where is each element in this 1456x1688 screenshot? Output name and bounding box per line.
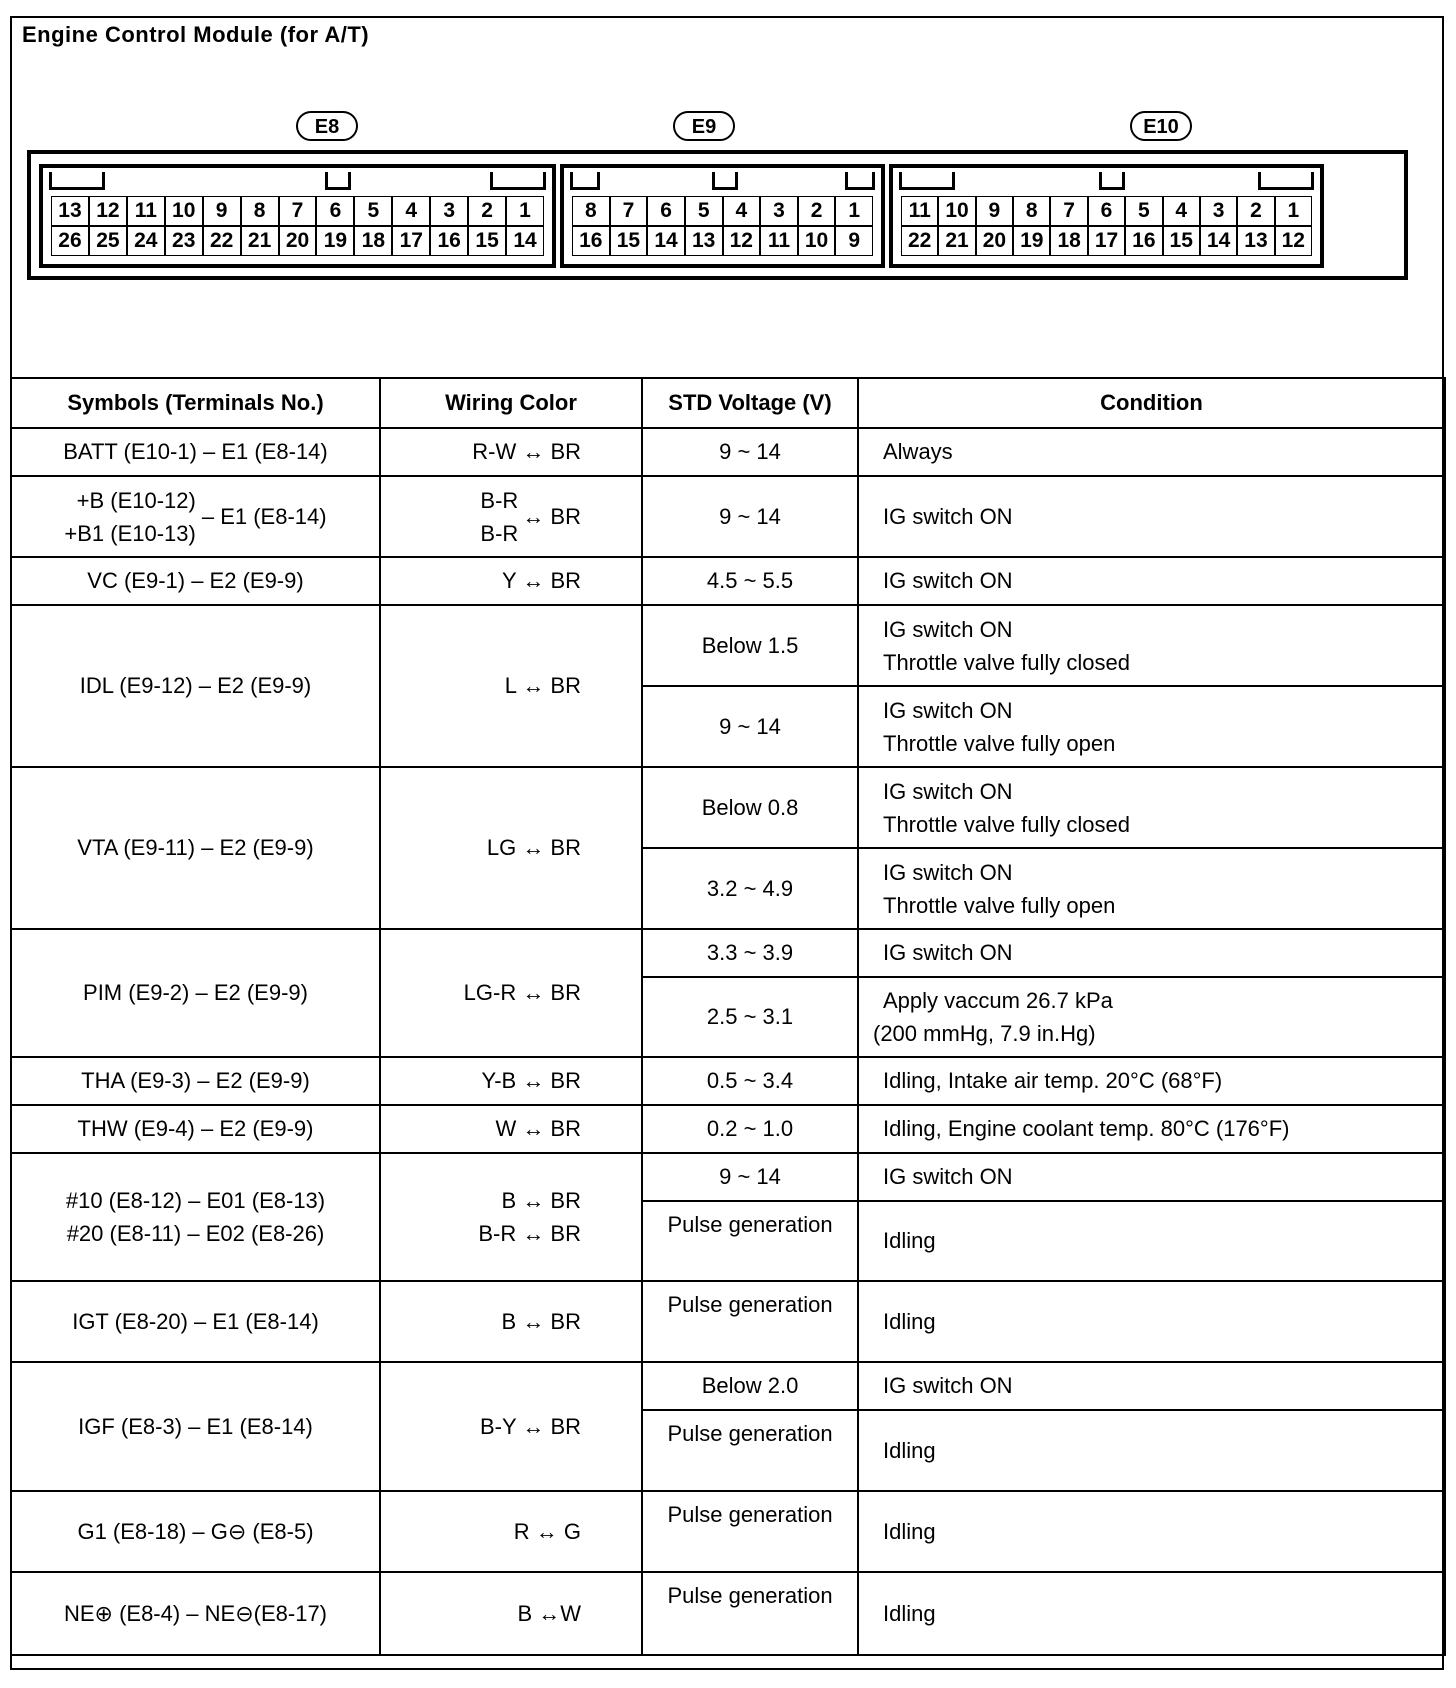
connector-pin: 24 (127, 226, 165, 256)
condition-cell: Idling (858, 1572, 1445, 1655)
connector-e10 (889, 164, 1324, 268)
condition-cell: IG switch ON (858, 1362, 1445, 1410)
condition-cell (858, 848, 1445, 929)
symbol-cell: VC (E9-1) – E2 (E9-9) (11, 557, 380, 605)
color-line: B-R (480, 520, 519, 546)
voltage-cell: 9 ~ 14 (642, 686, 858, 767)
table-header-row (11, 378, 1445, 428)
symbol-cell (11, 1153, 380, 1281)
condition-cell: Idling (858, 1201, 1445, 1281)
voltage-cell: 0.5 ~ 3.4 (642, 1057, 858, 1105)
table-row (11, 1057, 1445, 1105)
color-line: B-R (480, 487, 519, 513)
latch-shape (1099, 172, 1125, 190)
wiring-color-cell: R-W ↔ BR (380, 428, 642, 476)
connector-pin: 3 (1200, 196, 1237, 226)
connector-pin: 17 (1088, 226, 1125, 256)
table-row (11, 1153, 1445, 1201)
color-line: B-R ↔ BR (478, 1221, 581, 1246)
voltage-cell: 3.2 ~ 4.9 (642, 848, 858, 929)
voltage-cell: 0.2 ~ 1.0 (642, 1105, 858, 1153)
connector-pin: 11 (127, 196, 165, 226)
connector-pin: 3 (760, 196, 798, 226)
connector-pin: 12 (1275, 226, 1312, 256)
voltage-cell: Below 2.0 (642, 1362, 858, 1410)
symbol-line: +B1 (E10-13) (64, 520, 196, 546)
condition-cell: IG switch ON (858, 476, 1445, 557)
connector-pin: 15 (468, 226, 506, 256)
voltage-cell: Pulse generation (642, 1491, 858, 1572)
header-wiring-color: Wiring Color (380, 378, 642, 428)
connector-pin: 13 (685, 226, 723, 256)
connector-pin: 10 (165, 196, 203, 226)
connector-pin: 1 (506, 196, 544, 226)
connector-e8 (39, 164, 556, 268)
connector-pin: 22 (901, 226, 938, 256)
connector-pin: 16 (430, 226, 468, 256)
connector-pin: 4 (723, 196, 761, 226)
table-row (11, 1105, 1445, 1153)
connector-pin: 7 (610, 196, 648, 226)
connector-pin: 17 (392, 226, 430, 256)
connector-pin: 10 (938, 196, 975, 226)
condition-cell: IG switch ON (858, 1153, 1445, 1201)
condition-line: IG switch ON (883, 697, 1013, 723)
connector-pin: 14 (1200, 226, 1237, 256)
connector-pin: 6 (316, 196, 354, 226)
wiring-color-cell: B ↔ BR (380, 1281, 642, 1362)
connector-pin: 14 (506, 226, 544, 256)
symbol-cell: IDL (E9-12) – E2 (E9-9) (11, 605, 380, 767)
connector-label-e8: E8 (296, 111, 358, 141)
condition-cell (858, 605, 1445, 686)
latch-shape (490, 172, 546, 190)
color-line: ↔ BR (522, 503, 581, 529)
table-row (11, 605, 1445, 686)
connector-pin: 14 (647, 226, 685, 256)
condition-line: (200 mmHg, 7.9 in.Hg) (873, 1021, 1096, 1046)
table-row (11, 1572, 1445, 1655)
header-std-voltage: STD Voltage (V) (642, 378, 858, 428)
voltage-cell: 9 ~ 14 (642, 428, 858, 476)
connector-pin: 19 (316, 226, 354, 256)
terminal-voltage-table (10, 377, 1446, 1656)
connector-pin: 25 (89, 226, 127, 256)
voltage-cell: 9 ~ 14 (642, 476, 858, 557)
connector-pin: 4 (392, 196, 430, 226)
connector-pin: 15 (610, 226, 648, 256)
wiring-color-cell (380, 1153, 642, 1281)
symbol-line: #20 (E8-11) – E02 (E8-26) (66, 1221, 325, 1246)
latch-shape (899, 172, 955, 190)
latch-shape (49, 172, 105, 190)
connector-pin: 16 (572, 226, 610, 256)
connector-pin: 9 (835, 226, 873, 256)
connector-pin: 2 (1237, 196, 1274, 226)
table-row (11, 929, 1445, 977)
symbol-cell: THW (E9-4) – E2 (E9-9) (11, 1105, 380, 1153)
condition-cell (858, 767, 1445, 848)
condition-cell: Always (858, 428, 1445, 476)
connector-pin: 11 (901, 196, 938, 226)
connector-pin: 2 (798, 196, 836, 226)
symbol-cell: VTA (E9-11) – E2 (E9-9) (11, 767, 380, 929)
latch-shape (845, 172, 875, 190)
connector-pin: 8 (572, 196, 610, 226)
connector-pin: 21 (241, 226, 279, 256)
connector-pin: 5 (354, 196, 392, 226)
table-row (11, 1281, 1445, 1362)
wiring-color-cell: R ↔ G (380, 1491, 642, 1572)
condition-line: Throttle valve fully closed (883, 811, 1130, 837)
color-line: B ↔ BR (501, 1188, 581, 1213)
voltage-cell: Below 1.5 (642, 605, 858, 686)
condition-cell (858, 977, 1445, 1057)
voltage-cell: 3.3 ~ 3.9 (642, 929, 858, 977)
connector-pin: 9 (203, 196, 241, 226)
condition-line: Throttle valve fully open (883, 730, 1116, 756)
latch-shape (712, 172, 738, 190)
table-row (11, 428, 1445, 476)
condition-line: Throttle valve fully closed (883, 649, 1130, 675)
voltage-cell: Pulse generation (642, 1410, 858, 1491)
connector-pin: 10 (798, 226, 836, 256)
header-condition: Condition (858, 378, 1445, 428)
condition-cell: Idling (858, 1410, 1445, 1491)
symbol-line: +B (E10-12) (76, 487, 196, 513)
symbol-cell: G1 (E8-18) – G⊖ (E8-5) (11, 1491, 380, 1572)
connector-pin: 13 (1237, 226, 1274, 256)
table-row (11, 1362, 1445, 1410)
connector-label-e10: E10 (1130, 111, 1192, 141)
wiring-color-cell: LG ↔ BR (380, 767, 642, 929)
connector-pin: 21 (938, 226, 975, 256)
connector-pin: 12 (723, 226, 761, 256)
condition-cell: IG switch ON (858, 557, 1445, 605)
condition-cell: Idling, Intake air temp. 20°C (68°F) (858, 1057, 1445, 1105)
connector-pin: 19 (1013, 226, 1050, 256)
wiring-color-cell: L ↔ BR (380, 605, 642, 767)
header-symbols: Symbols (Terminals No.) (11, 378, 380, 428)
voltage-cell: Below 0.8 (642, 767, 858, 848)
symbol-cell: NE⊕ (E8-4) – NE⊖(E8-17) (11, 1572, 380, 1655)
condition-line: Throttle valve fully open (883, 892, 1116, 918)
symbol-line: #10 (E8-12) – E01 (E8-13) (65, 1188, 326, 1213)
connector-pin: 8 (1013, 196, 1050, 226)
connector-pin: 18 (354, 226, 392, 256)
wiring-color-cell: Y-B ↔ BR (380, 1057, 642, 1105)
table-row (11, 767, 1445, 848)
wiring-color-cell: LG-R ↔ BR (380, 929, 642, 1057)
voltage-cell: Pulse generation (642, 1572, 858, 1655)
wiring-color-cell: B ↔W (380, 1572, 642, 1655)
connector-pin: 15 (1163, 226, 1200, 256)
pin-grid-e8 (51, 196, 544, 256)
condition-line: Apply vaccum 26.7 kPa (883, 988, 1113, 1013)
condition-line: IG switch ON (883, 616, 1013, 642)
document-page (10, 16, 1444, 1670)
symbol-line: – E1 (E8-14) (201, 503, 327, 529)
connector-pin: 16 (1125, 226, 1162, 256)
voltage-cell: 2.5 ~ 3.1 (642, 977, 858, 1057)
connector-pin: 2 (468, 196, 506, 226)
connector-label-e9: E9 (673, 111, 735, 141)
voltage-cell: 4.5 ~ 5.5 (642, 557, 858, 605)
symbol-cell: IGT (E8-20) – E1 (E8-14) (11, 1281, 380, 1362)
connector-pin: 5 (685, 196, 723, 226)
pin-grid-e9 (572, 196, 873, 256)
condition-cell: Idling, Engine coolant temp. 80°C (176°F) (858, 1105, 1445, 1153)
connector-pin: 20 (976, 226, 1013, 256)
connector-pin: 8 (241, 196, 279, 226)
symbol-cell: THA (E9-3) – E2 (E9-9) (11, 1057, 380, 1105)
connector-pin: 22 (203, 226, 241, 256)
latch-shape (1258, 172, 1314, 190)
table-row (11, 557, 1445, 605)
connector-pin: 6 (647, 196, 685, 226)
connector-pin: 7 (279, 196, 317, 226)
condition-cell: Idling (858, 1281, 1445, 1362)
connector-pin: 3 (430, 196, 468, 226)
voltage-cell: 9 ~ 14 (642, 1153, 858, 1201)
condition-cell: IG switch ON (858, 929, 1445, 977)
connector-pin: 23 (165, 226, 203, 256)
condition-cell: Idling (858, 1491, 1445, 1572)
connector-pin: 20 (279, 226, 317, 256)
connector-pin: 18 (1050, 226, 1087, 256)
condition-line: IG switch ON (883, 859, 1013, 885)
connector-pin: 7 (1050, 196, 1087, 226)
condition-line: IG switch ON (883, 778, 1013, 804)
symbol-cell: BATT (E10-1) – E1 (E8-14) (11, 428, 380, 476)
symbol-cell (11, 476, 380, 557)
wiring-color-cell: Y ↔ BR (380, 557, 642, 605)
symbol-cell: IGF (E8-3) – E1 (E8-14) (11, 1362, 380, 1491)
pin-grid-e10 (901, 196, 1312, 256)
condition-cell (858, 686, 1445, 767)
connector-pin: 11 (760, 226, 798, 256)
connector-pin: 6 (1088, 196, 1125, 226)
wiring-color-cell: W ↔ BR (380, 1105, 642, 1153)
ecm-connector-diagram (27, 150, 1408, 280)
latch-shape (325, 172, 351, 190)
connector-pin: 12 (89, 196, 127, 226)
connector-pin: 1 (1275, 196, 1312, 226)
symbol-cell: PIM (E9-2) – E2 (E9-9) (11, 929, 380, 1057)
page-title: Engine Control Module (for A/T) (22, 22, 370, 47)
wiring-color-cell: B-Y ↔ BR (380, 1362, 642, 1491)
connector-e9 (560, 164, 885, 268)
wiring-color-cell (380, 476, 642, 557)
table-row (11, 476, 1445, 557)
table-row (11, 1491, 1445, 1572)
connector-pin: 26 (51, 226, 89, 256)
voltage-cell: Pulse generation (642, 1281, 858, 1362)
connector-pin: 4 (1163, 196, 1200, 226)
connector-pin: 1 (835, 196, 873, 226)
connector-pin: 5 (1125, 196, 1162, 226)
connector-pin: 13 (51, 196, 89, 226)
latch-shape (570, 172, 600, 190)
voltage-cell: Pulse generation (642, 1201, 858, 1281)
connector-pin: 9 (976, 196, 1013, 226)
